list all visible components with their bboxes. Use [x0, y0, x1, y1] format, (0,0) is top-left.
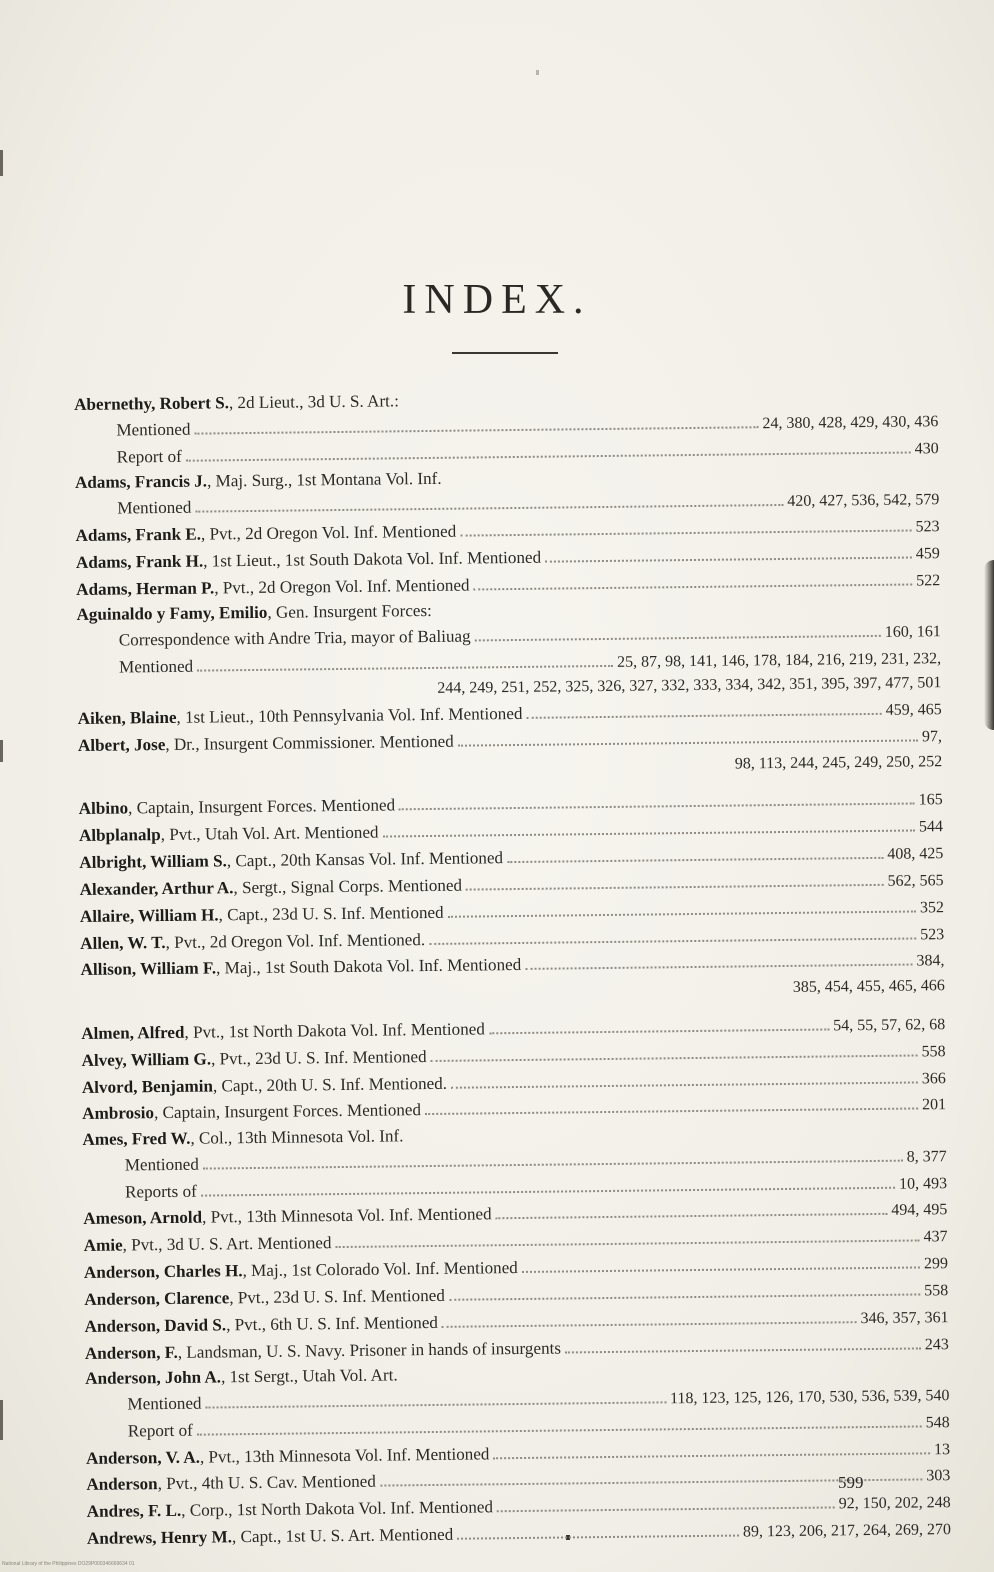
entry-heading [82, 1124, 403, 1152]
entry-description: , Pvt., 4th U. S. Cav. Mentioned [157, 1472, 376, 1494]
entry-pages: 303 [926, 1467, 951, 1485]
entry-description: , Maj., 1st Colorado Vol. Inf. Mentioned [242, 1258, 518, 1281]
entry-heading [87, 1496, 494, 1525]
entry-description: , Pvt., 6th U. S. Inf. Mentioned [226, 1312, 439, 1335]
entry-description: , Pvt., 1st North Dakota Vol. Inf. Mentioned [184, 1019, 485, 1042]
entry-surname: Ambrosio [82, 1103, 155, 1124]
entry-description: , Maj., 1st South Dakota Vol. Inf. Mentioned [215, 955, 522, 978]
dot-leader [451, 1065, 918, 1089]
entry-pages: 558 [921, 1042, 946, 1061]
sub-entry-label: Correspondence with Andre Tria, mayor of Baliuag [118, 626, 471, 650]
sub-entry-pages: 24, 380, 428, 429, 430, 436 [762, 413, 939, 433]
entry-heading [84, 1311, 438, 1340]
entry-pages: 97, [921, 728, 943, 746]
entry-heading [76, 573, 470, 602]
entry-heading [80, 901, 444, 930]
entry-heading [86, 1442, 490, 1471]
dot-leader [565, 1331, 921, 1353]
entry-surname: Adams, Frank E. [75, 524, 202, 545]
dot-leader [474, 619, 880, 642]
entry-surname: Anderson, David S. [84, 1315, 227, 1336]
entry-surname: Anderson, Clarence [84, 1288, 230, 1309]
entry-description: , Sergt., Signal Corps. Mentioned [233, 875, 463, 898]
dot-leader [442, 1305, 857, 1328]
entry-pages: 544 [918, 818, 944, 836]
sub-entry-label: Report of [116, 446, 182, 467]
entry-pages: 459 [915, 544, 940, 563]
entry-heading [75, 520, 456, 549]
entry-description: , Capt., 20th Kansas Vol. Inf. Mentioned [226, 848, 504, 871]
entry-surname: Andrews, Henry M. [86, 1527, 233, 1549]
sub-entry-pages: 8, 377 [906, 1147, 947, 1166]
entry-heading [81, 1045, 426, 1074]
scan-footer: National Library of the Philippines DO29P000346669634 01 [2, 1561, 135, 1567]
sub-entry-pages: 430 [914, 439, 939, 458]
sub-entry-label: Mentioned [119, 656, 194, 677]
entry-surname: Anderson [86, 1474, 158, 1495]
entry-pages-continued: 385, 454, 455, 465, 466 [792, 977, 945, 996]
entry-heading [82, 1098, 421, 1126]
sub-entry-label: Mentioned [127, 1393, 202, 1414]
entry-surname: Almen, Alfred [81, 1022, 185, 1043]
entry-surname: Alvey, William G. [81, 1049, 212, 1070]
entry-pages: 243 [924, 1335, 949, 1353]
sub-entry-label: Mentioned [124, 1154, 199, 1175]
entry-pages: 523 [920, 925, 945, 944]
entry-surname: Andres, F. L. [86, 1501, 182, 1522]
entry-heading [84, 1284, 445, 1313]
entry-description: , Capt., 20th U. S. Inf. Mentioned. [212, 1073, 448, 1095]
entry-description: , Capt., 1st U. S. Art. Mentioned [231, 1524, 454, 1547]
entry-description: , Captain, Insurgent Forces. Mentioned [128, 795, 396, 818]
entry-surname: Alexander, Arthur A. [79, 878, 234, 899]
sub-entry-pages: 10, 493 [898, 1174, 948, 1193]
entry-surname: Allen, W. T. [80, 932, 166, 953]
entry-pages: 408, 425 [887, 845, 944, 863]
entry-description: , Gen. Insurgent Forces: [267, 601, 432, 622]
entry-heading [74, 389, 399, 417]
entry-heading [80, 874, 463, 903]
entry-heading [84, 1231, 332, 1258]
entry-pages: 459, 465 [885, 701, 942, 720]
entry-pages: 92, 150, 202, 248 [838, 1494, 951, 1513]
entry-description: , Capt., 23d U. S. Inf. Mentioned [218, 902, 444, 925]
entry-heading [79, 846, 503, 875]
index-entry [80, 947, 945, 1008]
entry-pages: 165 [918, 791, 943, 809]
entry-heading [81, 1017, 485, 1046]
dot-leader [525, 948, 912, 971]
scan-edge-mark [0, 1400, 3, 1440]
dot-leader [507, 841, 883, 864]
sub-entry-pages: 118, 123, 125, 126, 170, 530, 536, 539, 540 [669, 1387, 950, 1408]
index-entry [74, 383, 939, 471]
entry-pages: 494, 495 [891, 1201, 948, 1220]
entry-surname: Allison, William F. [80, 958, 217, 980]
dot-leader [197, 648, 613, 671]
entry-pages-continued: 98, 113, 244, 245, 249, 250, 252 [734, 752, 943, 773]
entry-pages: 384, [916, 952, 945, 970]
entry-pages: 13 [933, 1440, 951, 1458]
entry-surname: Anderson, John A. [85, 1367, 222, 1389]
entry-surname: Albert, Jose [77, 735, 166, 756]
sub-entry-pages-continued: 244, 249, 251, 252, 325, 326, 327, 332, 333, 334, 342, 351, 395, 397, 477, 501 [437, 674, 942, 698]
entry-description: , Maj. Surg., 1st Montana Vol. Inf. [206, 469, 442, 491]
entry-description: , Captain, Insurgent Forces. Mentioned [153, 1100, 422, 1123]
entry-heading [84, 1256, 518, 1286]
entry-surname: Albino [78, 798, 129, 819]
dot-leader [497, 1491, 835, 1513]
entry-pages: 352 [919, 898, 944, 917]
index-entry [85, 1357, 950, 1445]
sub-entry-pages: 548 [925, 1413, 950, 1432]
entry-description: , Pvt., 2d Oregon Vol. Inf. Mentioned [214, 575, 470, 597]
entry-description: , Pvt., 23d U. S. Inf. Mentioned [210, 1046, 427, 1069]
entry-heading [87, 1523, 454, 1552]
entry-heading [83, 1203, 491, 1232]
entry-description: , Pvt., 2d Oregon Vol. Inf. Mentioned. [165, 929, 426, 952]
entry-description: , Pvt., 2d Oregon Vol. Inf. Mentioned [200, 521, 457, 544]
dot-leader [493, 1436, 930, 1459]
entry-description: , 1st Lieut., 10th Pennsylvania Vol. Inf. Mentioned [176, 704, 523, 728]
entry-surname: Adams, Herman P. [76, 577, 215, 599]
entry-surname: Anderson, V. A. [85, 1447, 201, 1468]
sub-entry-pages: 160, 161 [884, 623, 941, 641]
entry-heading [80, 928, 425, 957]
entry-pages: 89, 123, 206, 217, 264, 269, 270 [742, 1521, 952, 1541]
dot-leader [447, 894, 915, 918]
entry-surname: Ames, Fred W. [82, 1128, 191, 1149]
entry-heading [78, 702, 523, 732]
index-entry [82, 1118, 947, 1206]
dot-leader [458, 723, 918, 746]
dot-leader [495, 1197, 887, 1220]
sub-entry-pages: 25, 87, 98, 141, 146, 178, 184, 216, 219, 231, 232, [616, 649, 942, 671]
entry-surname: Abernethy, Robert S. [74, 393, 230, 414]
entry-pages: 299 [923, 1255, 949, 1273]
entry-pages: 523 [915, 518, 940, 536]
entry-heading [76, 599, 432, 628]
page-title: INDEX. [402, 277, 592, 323]
scan-edge-mark [0, 740, 3, 762]
entry-description: , 2d Lieut., 3d U. S. Art.: [228, 391, 400, 413]
entry-pages: 54, 55, 57, 62, 68 [833, 1016, 946, 1035]
ink-speck [536, 70, 539, 75]
entry-surname: Adams, Francis J. [74, 471, 208, 493]
dot-leader [526, 697, 881, 719]
entry-description: , Pvt., 3d U. S. Art. Mentioned [122, 1233, 332, 1255]
entry-heading [79, 821, 379, 849]
dot-leader [466, 868, 884, 891]
dot-leader [545, 540, 912, 562]
dot-leader [460, 513, 912, 536]
entry-heading [86, 1470, 376, 1498]
entry-surname: Albright, William S. [79, 851, 227, 873]
page-number: 599 [838, 1473, 864, 1492]
entry-surname: Allaire, William H. [79, 905, 219, 926]
entry-description: , Pvt., Utah Vol. Art. Mentioned [160, 822, 379, 845]
scan-edge-mark [0, 150, 3, 176]
entry-description: , Col., 13th Minnesota Vol. Inf. [190, 1126, 404, 1148]
entry-surname: Amie [83, 1235, 123, 1256]
sub-entry-label: Mentioned [116, 419, 191, 440]
dot-leader [457, 1518, 739, 1539]
sub-entry-pages: 420, 427, 536, 542, 579 [787, 491, 940, 510]
entry-description: , Pvt., 13th Minnesota Vol. Inf. Mentioned [199, 1444, 490, 1467]
entry-description: , 1st Sergt., Utah Vol. Art. [220, 1365, 398, 1387]
entry-description: , Landsman, U. S. Navy. Prisoner in hands of insurgents [177, 1338, 562, 1362]
entry-surname: Ameson, Arnold [83, 1208, 203, 1229]
page-edge-shadow [984, 560, 994, 730]
entry-description: , Dr., Insurgent Commissioner. Mentioned [165, 731, 454, 755]
entry-surname: Aguinaldo y Famy, Emilio [76, 602, 268, 625]
entry-description: , Pvt., 23d U. S. Inf. Mentioned [229, 1285, 445, 1308]
entry-pages: 366 [921, 1069, 946, 1087]
dot-leader [489, 1012, 830, 1034]
entry-pages: 558 [924, 1282, 949, 1300]
entry-surname: Albplanalp [78, 825, 161, 846]
dot-leader [522, 1250, 920, 1273]
entry-heading [76, 545, 541, 575]
entry-surname: Alvord, Benjamin [81, 1076, 214, 1097]
title-rule [452, 352, 558, 354]
entry-pages: 201 [922, 1096, 947, 1114]
entry-description: , Corp., 1st North Dakota Vol. Inf. Mentioned [181, 1497, 494, 1521]
entry-surname: Anderson, Charles H. [83, 1261, 243, 1283]
entry-pages: 346, 357, 361 [860, 1308, 949, 1327]
dot-leader [205, 1385, 666, 1408]
sub-entry-label: Reports of [124, 1181, 197, 1202]
entry-pages: 562, 565 [887, 872, 944, 890]
sub-entry-label: Mentioned [117, 497, 192, 518]
entry-surname: Aiken, Blaine [77, 708, 177, 729]
entry-description: , 1st Lieut., 1st South Dakota Vol. Inf. Mentioned [203, 547, 542, 571]
index-list [74, 383, 951, 1552]
entry-description: , Pvt., 13th Minnesota Vol. Inf. Mentioned [201, 1204, 492, 1228]
index-entry [76, 593, 941, 706]
dot-leader [473, 567, 912, 590]
entry-pages: 437 [923, 1228, 948, 1246]
sub-entry-label: Report of [127, 1420, 193, 1441]
entry-heading [80, 953, 521, 983]
entry-heading [85, 1364, 398, 1392]
entry-surname: Anderson, F. [84, 1342, 178, 1363]
entry-surname: Adams, Frank H. [75, 551, 204, 572]
index-entry [78, 723, 943, 784]
entry-heading [79, 794, 396, 822]
entry-heading [78, 730, 454, 759]
entry-pages: 522 [916, 571, 941, 590]
entry-heading [82, 1071, 447, 1100]
